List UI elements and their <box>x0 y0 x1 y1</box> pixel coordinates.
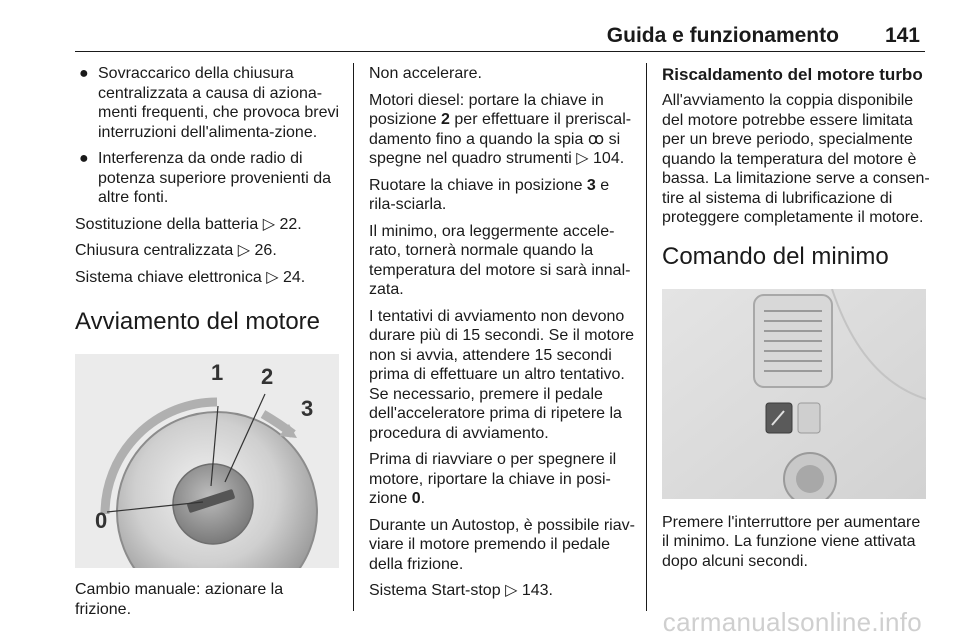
cross-reference: Sostituzione della batteria ▷ 22. <box>75 215 302 233</box>
page-number: 141 <box>884 24 920 47</box>
power-outlet-socket <box>796 465 824 493</box>
ref-arrow-icon: ▷ <box>576 150 589 167</box>
bullet-dot-icon: ● <box>79 65 89 82</box>
position-0-label: 0 <box>95 508 108 533</box>
cross-reference: Chiusura centralizzata ▷ 26. <box>75 242 277 259</box>
ref-arrow-icon: ▷ <box>237 242 251 259</box>
paragraph: Durante un Autostop, è possibile riav-viare il motore premendo il pedale della frizione. <box>369 516 635 573</box>
paragraph: I tentativi di avviamento non devono durare più di 15 secondi. Se il motore non si avvia, attendere 15 secondi prima di effettuare un altro tentativo. Se necessario, premere il pedale dell'acceleratore prima di ripetere la procedura di avviamento. <box>369 307 635 442</box>
column-2 <box>369 64 637 608</box>
column-divider-2 <box>646 63 647 611</box>
header-rule <box>75 51 925 52</box>
column-divider-1 <box>353 63 354 611</box>
paragraph: Il minimo, ora leggermente accele-rato, tornerà normale quando la temperatura del motore si sarà innal-zata. <box>369 222 631 298</box>
watermark: carmanualsonline.info <box>662 607 922 637</box>
position-1-label: 1 <box>211 360 224 385</box>
bullet-item: ● Interferenza da onde radio di potenza superiore provenienti da altre fonti. <box>79 150 332 206</box>
blank-switch <box>798 403 820 433</box>
paragraph: Prima di riavviare o per spegnere il motore, riportare la chiave in posi-zione 0. <box>369 451 617 507</box>
page-header <box>607 24 920 48</box>
bullet-dot-icon: ● <box>79 150 89 167</box>
ref-arrow-icon: ▷ <box>505 582 518 599</box>
figure-caption: Premere l'interruttore per aumentare il minimo. La funzione viene attivata dopo alcuni secondi. <box>662 513 921 570</box>
ref-arrow-icon: ▷ <box>262 215 275 233</box>
position-2-label: 2 <box>261 364 274 389</box>
glow-plug-icon: ꝏ <box>587 130 605 148</box>
subsection-heading: Riscaldamento del motore turbo <box>662 65 923 84</box>
ignition-key-figure <box>75 354 339 568</box>
section-heading: Avviamento del motore <box>75 308 321 335</box>
column-3 <box>662 64 930 578</box>
idle-control-figure <box>662 289 926 499</box>
vent-slats <box>764 311 822 371</box>
paragraph: All'avviamento la coppia disponibile del motore potrebbe essere limitata per un breve periodo, specialmente quando la temperatura del motore è bassa. La limitazione serve a consen-tire al sistema di lubrificazione di proteggere completamente il motore. <box>662 92 930 226</box>
cross-reference: Sistema chiave elettronica ▷ 24. <box>75 268 306 286</box>
figure-caption: Cambio manuale: azionare la frizione. <box>75 581 284 618</box>
column-1 <box>75 64 343 626</box>
paragraph: Motori diesel: portare la chiave in posizione 2 per effettuare il preriscal-damento fino a quando la spia ꝏ si spegne nel quadro strumenti ▷ 104. <box>369 91 632 167</box>
section-title: Guida e funzionamento <box>606 24 839 47</box>
section-heading: Comando del minimo <box>662 242 889 270</box>
paragraph: Non accelerare. <box>369 65 482 82</box>
paragraph: Ruotare la chiave in posizione 3 e rila-sciarla. <box>369 176 610 213</box>
ref-arrow-icon: ▷ <box>266 268 279 286</box>
position-3-label: 3 <box>301 396 314 421</box>
cross-reference: Sistema Start-stop ▷ 143. <box>369 582 553 599</box>
bullet-item: ● Sovraccarico della chiusura centralizzata a causa di aziona-menti frequenti, che provoca brevi interruzioni dell'alimenta-zione. <box>79 65 340 141</box>
